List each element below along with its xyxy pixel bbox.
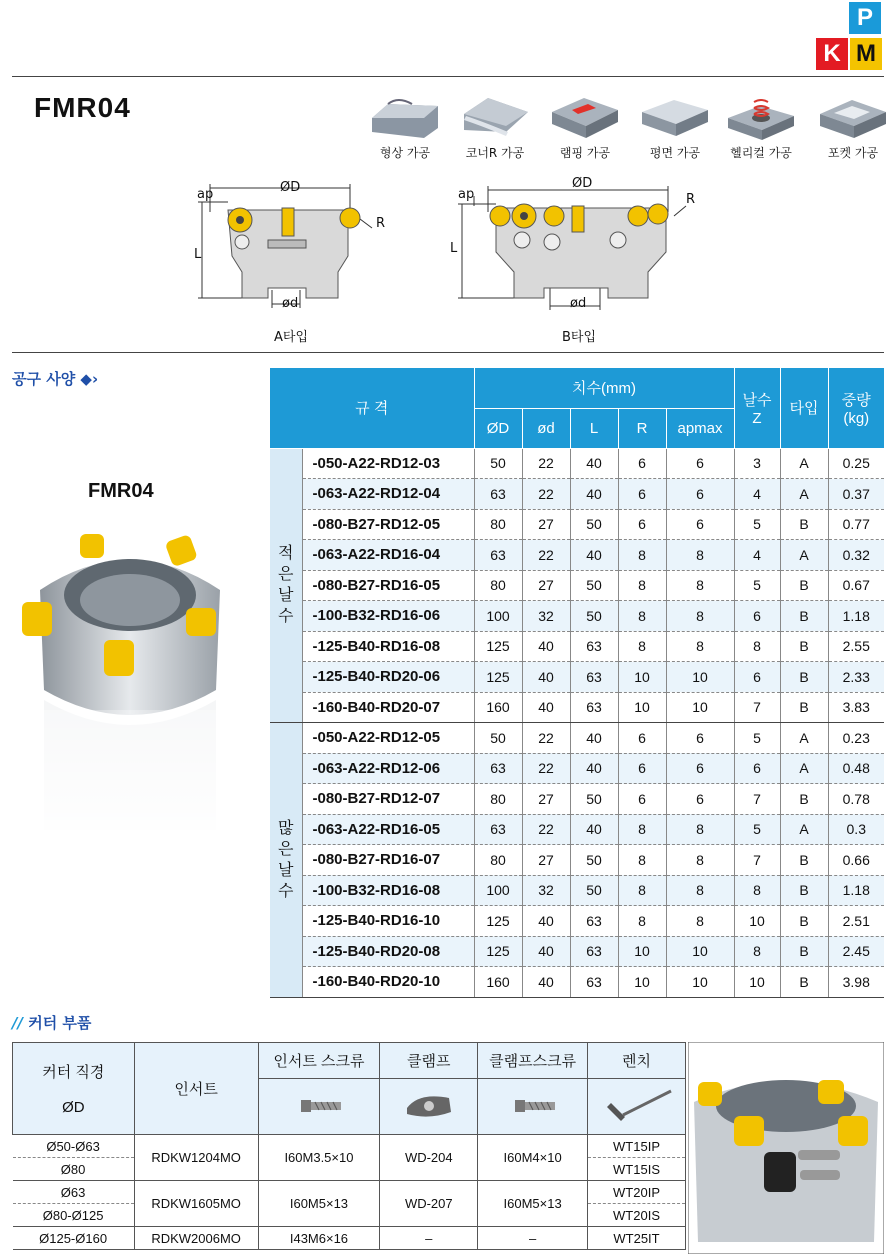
- value-cell: 63: [474, 540, 522, 571]
- face-milling-icon: [638, 92, 712, 142]
- value-cell: 40: [570, 479, 618, 510]
- spec-row: [270, 631, 884, 662]
- value-cell: B: [780, 692, 828, 723]
- value-cell: 0.37: [828, 479, 884, 510]
- value-cell: 80: [474, 845, 522, 876]
- header-type: 타입: [780, 368, 828, 448]
- value-cell: 1.18: [828, 875, 884, 906]
- value-cell: 5: [734, 570, 780, 601]
- value-cell: 8: [666, 875, 734, 906]
- od-label-b: ØD: [572, 176, 593, 191]
- mid-divider: [12, 352, 884, 353]
- value-cell: 8: [666, 601, 734, 632]
- value-cell: 2.33: [828, 662, 884, 693]
- value-cell: 0.67: [828, 570, 884, 601]
- insert-cell: RDKW2006MO: [134, 1227, 258, 1250]
- value-cell: 2.45: [828, 936, 884, 967]
- slash-icon: //: [12, 1014, 23, 1032]
- value-cell: 4: [734, 540, 780, 571]
- value-cell: 50: [474, 723, 522, 754]
- screw-cell: I60M5×13: [258, 1181, 380, 1227]
- value-cell: 8: [618, 845, 666, 876]
- screw-image: [258, 1079, 380, 1135]
- wrench-cell: WT20IS: [588, 1204, 686, 1227]
- value-cell: A: [780, 448, 828, 479]
- diameter-cell: Ø63: [13, 1181, 135, 1204]
- value-cell: 100: [474, 875, 522, 906]
- value-cell: 8: [666, 845, 734, 876]
- spec-row: [270, 936, 884, 967]
- cutter-parts-image: [688, 1042, 884, 1254]
- value-cell: 80: [474, 570, 522, 601]
- operation-ramping: [540, 92, 630, 161]
- model-cell: -063-A22-RD16-05: [302, 814, 474, 845]
- model-cell: -160-B40-RD20-10: [302, 967, 474, 998]
- screw-cell: I43M6×16: [258, 1227, 380, 1250]
- model-cell: -125-B40-RD20-08: [302, 936, 474, 967]
- spec-section-title: 공구 사양 ◆›: [12, 370, 99, 388]
- value-cell: 8: [666, 906, 734, 937]
- clamp-screw-cell: I60M4×10: [478, 1135, 588, 1181]
- diameter-cell: Ø80: [13, 1158, 135, 1181]
- value-cell: 22: [522, 479, 570, 510]
- value-cell: 50: [570, 509, 618, 540]
- helical-icon: [724, 92, 798, 142]
- operation-face: [630, 92, 720, 161]
- parts-header-screw: 인서트 스크류: [258, 1043, 380, 1079]
- spec-row: [270, 509, 884, 540]
- spec-row: [270, 479, 884, 510]
- value-cell: 0.66: [828, 845, 884, 876]
- clamp-image: [380, 1079, 478, 1135]
- value-cell: 63: [474, 479, 522, 510]
- value-cell: 100: [474, 601, 522, 632]
- value-cell: 6: [618, 784, 666, 815]
- parts-row: [13, 1181, 686, 1204]
- value-cell: 6: [666, 509, 734, 540]
- spec-row: [270, 784, 884, 815]
- parts-header-wrench: 렌치: [588, 1043, 686, 1079]
- operation-profiling: [360, 92, 450, 161]
- value-cell: 63: [570, 967, 618, 998]
- model-cell: -160-B40-RD20-07: [302, 692, 474, 723]
- value-cell: 3.83: [828, 692, 884, 723]
- spec-row: [270, 875, 884, 906]
- value-cell: 63: [570, 631, 618, 662]
- clamp-screw-image: [478, 1079, 588, 1135]
- wrench-cell: WT15IP: [588, 1135, 686, 1158]
- spec-row: [270, 570, 884, 601]
- value-cell: 40: [570, 448, 618, 479]
- value-cell: 5: [734, 814, 780, 845]
- ramping-icon: [548, 92, 622, 142]
- value-cell: 5: [734, 723, 780, 754]
- value-cell: 32: [522, 601, 570, 632]
- clamp-cell: WD-207: [380, 1181, 478, 1227]
- value-cell: 50: [570, 875, 618, 906]
- value-cell: 6: [666, 448, 734, 479]
- logo-k: K: [816, 38, 848, 70]
- value-cell: 8: [734, 936, 780, 967]
- value-cell: 80: [474, 509, 522, 540]
- diameter-cell: Ø50-Ø63: [13, 1135, 135, 1158]
- operation-label: 램핑 가공: [559, 146, 611, 160]
- clamp-screw-cell: I60M5×13: [478, 1181, 588, 1227]
- value-cell: 0.3: [828, 814, 884, 845]
- clamp-icon: [399, 1088, 459, 1122]
- value-cell: 40: [570, 540, 618, 571]
- value-cell: B: [780, 662, 828, 693]
- parts-section-title: // 커터 부품: [12, 1014, 92, 1032]
- value-cell: 125: [474, 631, 522, 662]
- value-cell: 0.23: [828, 723, 884, 754]
- value-cell: 10: [666, 967, 734, 998]
- value-cell: 10: [666, 692, 734, 723]
- value-cell: 160: [474, 967, 522, 998]
- model-cell: -050-A22-RD12-05: [302, 723, 474, 754]
- value-cell: 10: [618, 692, 666, 723]
- value-cell: 6: [618, 479, 666, 510]
- value-cell: 6: [734, 753, 780, 784]
- parts-header-clamp: 클램프: [380, 1043, 478, 1079]
- spec-row: [270, 662, 884, 693]
- operation-label: 형상 가공: [379, 146, 431, 160]
- value-cell: 8: [618, 540, 666, 571]
- clamp-screw-icon: [503, 1088, 563, 1122]
- value-cell: 125: [474, 936, 522, 967]
- value-cell: 63: [570, 906, 618, 937]
- model-cell: -125-B40-RD16-08: [302, 631, 474, 662]
- l-label-b: L: [450, 241, 458, 256]
- value-cell: 27: [522, 509, 570, 540]
- wrench-cell: WT15IS: [588, 1158, 686, 1181]
- spec-row: [270, 967, 884, 998]
- value-cell: 40: [522, 692, 570, 723]
- spec-table: [270, 368, 884, 998]
- arrow-icon: ◆›: [80, 370, 99, 388]
- value-cell: 63: [570, 692, 618, 723]
- value-cell: 32: [522, 875, 570, 906]
- screw-cell: I60M3.5×10: [258, 1135, 380, 1181]
- page-title: FMR04: [34, 92, 131, 123]
- parts-table: [12, 1042, 686, 1250]
- spec-row: [270, 753, 884, 784]
- value-cell: B: [780, 631, 828, 662]
- value-cell: 8: [618, 906, 666, 937]
- product-title: FMR04: [88, 480, 154, 502]
- value-cell: 8: [666, 631, 734, 662]
- product-image: [20, 530, 240, 850]
- value-cell: 8: [734, 875, 780, 906]
- value-cell: 50: [570, 601, 618, 632]
- value-cell: 27: [522, 784, 570, 815]
- value-cell: 7: [734, 845, 780, 876]
- operation-helical: [716, 92, 806, 161]
- value-cell: 22: [522, 814, 570, 845]
- value-cell: 10: [666, 936, 734, 967]
- value-cell: 0.77: [828, 509, 884, 540]
- value-cell: 50: [570, 784, 618, 815]
- value-cell: 40: [570, 814, 618, 845]
- group-label: 많 은 날 수: [270, 723, 302, 998]
- value-cell: 40: [522, 631, 570, 662]
- corner-radius-icon: [458, 92, 532, 142]
- value-cell: 8: [618, 875, 666, 906]
- value-cell: 125: [474, 906, 522, 937]
- value-cell: 10: [734, 967, 780, 998]
- clamp-cell: WD-204: [380, 1135, 478, 1181]
- value-cell: 0.25: [828, 448, 884, 479]
- wrench-cell: WT25IT: [588, 1227, 686, 1250]
- type-a-caption: A타입: [274, 330, 309, 345]
- model-cell: -063-A22-RD16-04: [302, 540, 474, 571]
- wrench-icon: [597, 1085, 677, 1125]
- parts-row: [13, 1227, 686, 1250]
- group-label: 적 은 날 수: [270, 448, 302, 723]
- value-cell: 6: [618, 753, 666, 784]
- model-cell: -050-A22-RD12-03: [302, 448, 474, 479]
- diameter-cell: Ø80-Ø125: [13, 1204, 135, 1227]
- operation-label: 평면 가공: [649, 146, 701, 160]
- value-cell: 6: [666, 479, 734, 510]
- header-weight: 중량 (kg): [828, 368, 884, 448]
- model-cell: -063-A22-RD12-04: [302, 479, 474, 510]
- value-cell: A: [780, 723, 828, 754]
- value-cell: 125: [474, 662, 522, 693]
- insert-cell: RDKW1605MO: [134, 1181, 258, 1227]
- value-cell: 2.51: [828, 906, 884, 937]
- header-ap: apmax: [666, 408, 734, 448]
- value-cell: 3: [734, 448, 780, 479]
- value-cell: 50: [474, 448, 522, 479]
- value-cell: 27: [522, 570, 570, 601]
- value-cell: 0.48: [828, 753, 884, 784]
- value-cell: A: [780, 479, 828, 510]
- value-cell: 6: [618, 448, 666, 479]
- value-cell: 63: [474, 814, 522, 845]
- value-cell: 6: [666, 753, 734, 784]
- value-cell: 8: [666, 540, 734, 571]
- spec-row: [270, 540, 884, 571]
- value-cell: 8: [618, 601, 666, 632]
- value-cell: 6: [734, 601, 780, 632]
- l-label: L: [194, 247, 202, 262]
- parts-header-diameter: 커터 직경 ØD: [13, 1043, 135, 1135]
- model-cell: -080-B27-RD16-07: [302, 845, 474, 876]
- value-cell: B: [780, 967, 828, 998]
- value-cell: 6: [618, 509, 666, 540]
- screw-icon: [289, 1088, 349, 1122]
- value-cell: 50: [570, 845, 618, 876]
- header-l: L: [570, 408, 618, 448]
- model-cell: -063-A22-RD12-06: [302, 753, 474, 784]
- spec-row: [270, 448, 884, 479]
- header-od: ØD: [474, 408, 522, 448]
- operation-label: 헬리컬 가공: [730, 146, 792, 160]
- value-cell: A: [780, 753, 828, 784]
- od-label: ØD: [280, 180, 301, 195]
- value-cell: 40: [522, 936, 570, 967]
- spec-row: [270, 601, 884, 632]
- spec-row: [270, 845, 884, 876]
- value-cell: 10: [618, 936, 666, 967]
- type-b-caption: B타입: [562, 330, 597, 345]
- value-cell: 8: [618, 631, 666, 662]
- value-cell: B: [780, 570, 828, 601]
- model-cell: -125-B40-RD20-06: [302, 662, 474, 693]
- value-cell: 160: [474, 692, 522, 723]
- value-cell: 63: [570, 662, 618, 693]
- value-cell: B: [780, 936, 828, 967]
- logo-p: P: [849, 2, 881, 34]
- id-label: ød: [282, 296, 299, 311]
- value-cell: B: [780, 906, 828, 937]
- value-cell: 3.98: [828, 967, 884, 998]
- parts-header-clamp-screw: 클램프스크류: [478, 1043, 588, 1079]
- header-id: ød: [522, 408, 570, 448]
- value-cell: B: [780, 601, 828, 632]
- value-cell: 40: [570, 753, 618, 784]
- pocket-icon: [816, 92, 890, 142]
- value-cell: 8: [618, 570, 666, 601]
- value-cell: 4: [734, 479, 780, 510]
- value-cell: A: [780, 540, 828, 571]
- diameter-cell: Ø125-Ø160: [13, 1227, 135, 1250]
- value-cell: 8: [734, 631, 780, 662]
- value-cell: 63: [474, 753, 522, 784]
- value-cell: B: [780, 784, 828, 815]
- operation-label: 포켓 가공: [827, 146, 879, 160]
- ap-label: ap: [197, 187, 214, 202]
- value-cell: 7: [734, 692, 780, 723]
- spec-row: [270, 906, 884, 937]
- value-cell: 2.55: [828, 631, 884, 662]
- value-cell: B: [780, 845, 828, 876]
- value-cell: B: [780, 509, 828, 540]
- value-cell: 22: [522, 540, 570, 571]
- value-cell: 80: [474, 784, 522, 815]
- value-cell: B: [780, 875, 828, 906]
- value-cell: 22: [522, 448, 570, 479]
- model-cell: -125-B40-RD16-10: [302, 906, 474, 937]
- wrench-image: [588, 1079, 686, 1135]
- model-cell: -100-B32-RD16-06: [302, 601, 474, 632]
- r-label: R: [376, 216, 386, 231]
- value-cell: 40: [570, 723, 618, 754]
- header-model: 규 격: [270, 368, 474, 448]
- spec-row: [270, 814, 884, 845]
- value-cell: 10: [618, 662, 666, 693]
- ap-label-b: ap: [458, 187, 475, 202]
- parts-row: [13, 1135, 686, 1158]
- insert-cell: RDKW1204MO: [134, 1135, 258, 1181]
- clamp-cell: –: [380, 1227, 478, 1250]
- value-cell: 0.32: [828, 540, 884, 571]
- value-cell: 27: [522, 845, 570, 876]
- clamp-screw-cell: –: [478, 1227, 588, 1250]
- logo-m: M: [850, 38, 882, 70]
- value-cell: 7: [734, 784, 780, 815]
- profiling-icon: [368, 92, 442, 142]
- value-cell: 10: [734, 906, 780, 937]
- value-cell: 40: [522, 906, 570, 937]
- operation-pocket: [808, 92, 893, 161]
- value-cell: 10: [618, 967, 666, 998]
- model-cell: -080-B27-RD12-07: [302, 784, 474, 815]
- value-cell: 8: [666, 814, 734, 845]
- value-cell: 40: [522, 967, 570, 998]
- id-label-b: ød: [570, 296, 587, 311]
- value-cell: 10: [666, 662, 734, 693]
- value-cell: 0.78: [828, 784, 884, 815]
- spec-row: [270, 692, 884, 723]
- value-cell: 6: [734, 662, 780, 693]
- value-cell: 22: [522, 753, 570, 784]
- model-cell: -080-B27-RD16-05: [302, 570, 474, 601]
- header-dims: 치수(mm): [474, 368, 734, 408]
- value-cell: 5: [734, 509, 780, 540]
- model-cell: -080-B27-RD12-05: [302, 509, 474, 540]
- value-cell: 63: [570, 936, 618, 967]
- top-divider: [12, 76, 884, 77]
- operation-corner-radius: [450, 92, 540, 161]
- header-teeth: 날수 Z: [734, 368, 780, 448]
- value-cell: 8: [618, 814, 666, 845]
- value-cell: 40: [522, 662, 570, 693]
- wrench-cell: WT20IP: [588, 1181, 686, 1204]
- value-cell: 22: [522, 723, 570, 754]
- spec-row: [270, 723, 884, 754]
- header-r: R: [618, 408, 666, 448]
- value-cell: 50: [570, 570, 618, 601]
- parts-header-insert: 인서트: [134, 1043, 258, 1135]
- value-cell: A: [780, 814, 828, 845]
- operation-label: 코너R 가공: [465, 146, 525, 160]
- value-cell: 6: [666, 784, 734, 815]
- value-cell: 1.18: [828, 601, 884, 632]
- r-label-b: R: [686, 192, 696, 207]
- value-cell: 8: [666, 570, 734, 601]
- value-cell: 6: [618, 723, 666, 754]
- value-cell: 6: [666, 723, 734, 754]
- model-cell: -100-B32-RD16-08: [302, 875, 474, 906]
